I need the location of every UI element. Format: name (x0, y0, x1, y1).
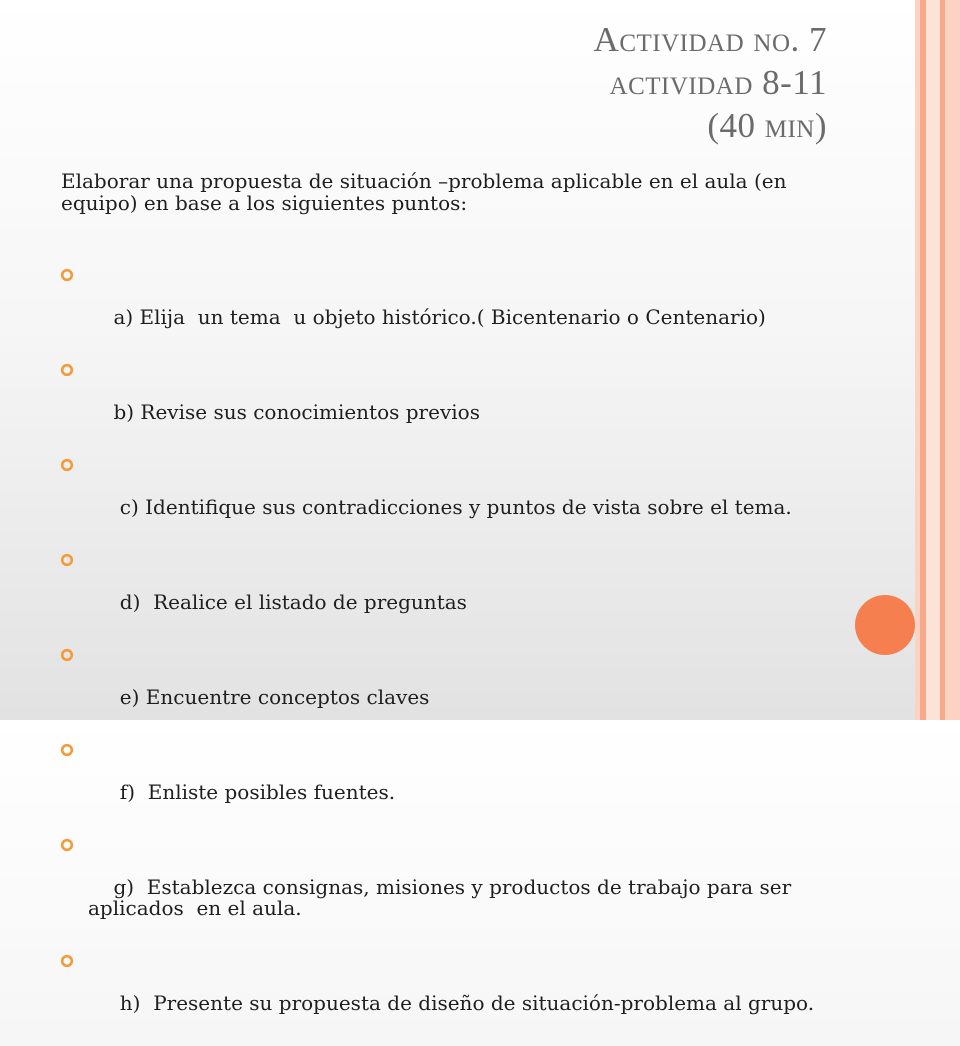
list-item (60, 265, 830, 349)
list-item (60, 645, 830, 729)
orange-ring-bullet-icon (60, 954, 74, 968)
list-item-text: f) Enliste posibles fuentes. (113, 780, 396, 804)
title-line-1: Actividad no. 7 (593, 20, 827, 59)
title-line-3: (40 min) (707, 106, 827, 145)
orange-ring-bullet-icon (60, 553, 74, 567)
orange-ring-bullet-icon (60, 268, 74, 282)
list-item (60, 455, 830, 539)
list-item-text: e) Encuentre conceptos claves (113, 685, 430, 709)
orange-ring-bullet-icon (60, 648, 74, 662)
decorative-side-stripes (915, 0, 960, 720)
stripe-5 (945, 0, 960, 720)
list-item-text: b) Revise sus conocimientos previos (113, 400, 480, 424)
slide-title (594, 18, 827, 147)
orange-ring-bullet-icon (60, 743, 74, 757)
intro-paragraph: Elaborar una propuesta de situación –problema aplicable en el aula (en equipo) en base a los siguientes puntos: (61, 169, 787, 215)
orange-ring-bullet-icon (60, 458, 74, 472)
list-item-text: c) Identifique sus contradicciones y puntos de vista sobre el tema. (113, 495, 792, 519)
list-item (60, 951, 830, 1035)
list-item (60, 740, 830, 824)
list-item-text: d) Realice el listado de preguntas (113, 590, 467, 614)
orange-ring-bullet-icon (60, 363, 74, 377)
bullet-list (60, 265, 830, 1046)
title-line-2: actividad 8-11 (609, 63, 827, 102)
list-item-text: h) Presente su propuesta de diseño de situación-problema al grupo. (113, 991, 815, 1015)
list-item (60, 360, 830, 444)
orange-ring-bullet-icon (60, 838, 74, 852)
orange-circle-decoration (855, 595, 915, 655)
list-item-text: g) Establezca consignas, misiones y productos de trabajo para ser aplicados en el aula. (88, 875, 798, 920)
list-item-text: a) Elija un tema u objeto histórico.( Bicentenario o Centenario) (113, 305, 766, 329)
list-item (60, 835, 830, 940)
stripe-3 (926, 0, 940, 720)
list-item (60, 550, 830, 634)
